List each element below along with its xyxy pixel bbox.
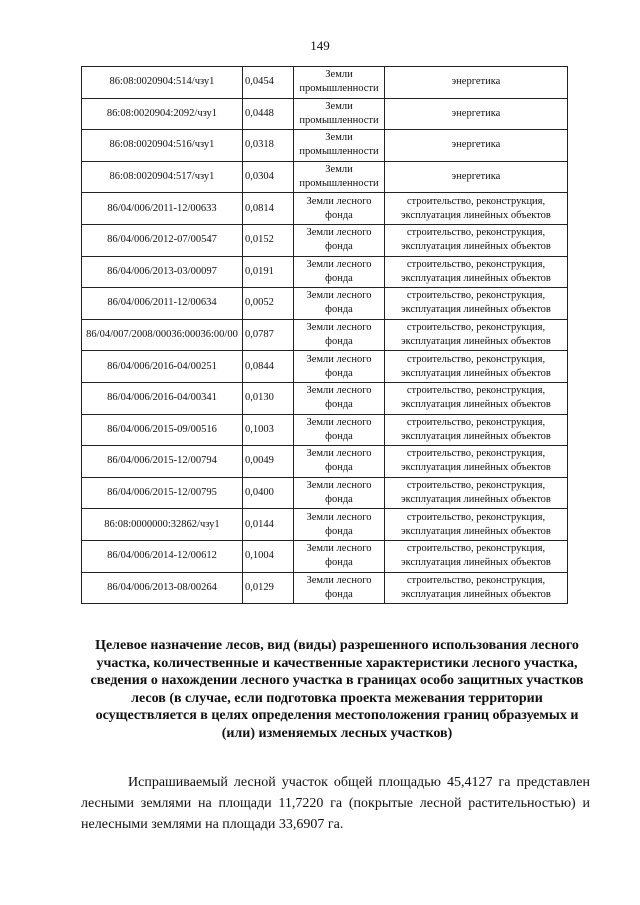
cell-cadastral-number: 86:08:0000000:32862/чзу1 [82, 509, 243, 541]
cell-cadastral-number: 86:08:0020904:514/чзу1 [82, 67, 243, 99]
cell-area: 0,0814 [243, 193, 294, 225]
cell-land-category: Земли лесного фонда [294, 414, 385, 446]
cell-land-category: Земли лесного фонда [294, 256, 385, 288]
cell-permitted-use: строительство, реконструкция, эксплуатация линейных объектов [385, 509, 568, 541]
cell-permitted-use: строительство, реконструкция, эксплуатация линейных объектов [385, 256, 568, 288]
cell-area: 0,0152 [243, 224, 294, 256]
table-row [82, 161, 568, 193]
land-plots-table [81, 66, 568, 604]
cell-land-category: Земли лесного фонда [294, 446, 385, 478]
table-row [82, 319, 568, 351]
cell-land-category: Земли лесного фонда [294, 572, 385, 604]
cell-permitted-use: строительство, реконструкция, эксплуатация линейных объектов [385, 446, 568, 478]
cell-area: 0,0448 [243, 98, 294, 130]
cell-area: 0,0318 [243, 130, 294, 162]
table-row [82, 98, 568, 130]
cell-area: 0,0454 [243, 67, 294, 99]
cell-permitted-use: строительство, реконструкция, эксплуатация линейных объектов [385, 540, 568, 572]
cell-permitted-use: строительство, реконструкция, эксплуатация линейных объектов [385, 382, 568, 414]
cell-land-category: Земли лесного фонда [294, 540, 385, 572]
cell-permitted-use: энергетика [385, 98, 568, 130]
cell-cadastral-number: 86/04/006/2016-04/00251 [82, 351, 243, 383]
cell-cadastral-number: 86/04/006/2014-12/00612 [82, 540, 243, 572]
table-body [82, 67, 568, 604]
cell-cadastral-number: 86/04/006/2012-07/00547 [82, 224, 243, 256]
cell-area: 0,0304 [243, 161, 294, 193]
cell-area: 0,1003 [243, 414, 294, 446]
cell-cadastral-number: 86/04/006/2013-03/00097 [82, 256, 243, 288]
table-row [82, 351, 568, 383]
cell-area: 0,0191 [243, 256, 294, 288]
cell-land-category: Земли лесного фонда [294, 351, 385, 383]
cell-permitted-use: строительство, реконструкция, эксплуатация линейных объектов [385, 351, 568, 383]
cell-cadastral-number: 86:08:0020904:2092/чзу1 [82, 98, 243, 130]
cell-area: 0,0400 [243, 477, 294, 509]
table-row [82, 193, 568, 225]
cell-area: 0,0130 [243, 382, 294, 414]
cell-area: 0,0049 [243, 446, 294, 478]
cell-land-category: Земли лесного фонда [294, 224, 385, 256]
table-row [82, 256, 568, 288]
cell-permitted-use: строительство, реконструкция, эксплуатация линейных объектов [385, 288, 568, 320]
cell-cadastral-number: 86/04/006/2011-12/00634 [82, 288, 243, 320]
cell-cadastral-number: 86/04/006/2013-08/00264 [82, 572, 243, 604]
cell-land-category: Земли промышленности [294, 67, 385, 99]
cell-land-category: Земли промышленности [294, 130, 385, 162]
cell-cadastral-number: 86/04/006/2016-04/00341 [82, 382, 243, 414]
cell-cadastral-number: 86/04/006/2011-12/00633 [82, 193, 243, 225]
table-row [82, 572, 568, 604]
cell-cadastral-number: 86/04/006/2015-12/00795 [82, 477, 243, 509]
cell-land-category: Земли лесного фонда [294, 509, 385, 541]
cell-permitted-use: строительство, реконструкция, эксплуатация линейных объектов [385, 477, 568, 509]
cell-permitted-use: строительство, реконструкция, эксплуатация линейных объектов [385, 414, 568, 446]
cell-land-category: Земли промышленности [294, 98, 385, 130]
body-paragraph: Испрашиваемый лесной участок общей площадью 45,4127 га представлен лесными землями на площади 11,7220 га (покрытые лесной растительностью) и нелесными землями на площади 33,6907 га. [81, 775, 590, 832]
table-row [82, 477, 568, 509]
cell-cadastral-number: 86:08:0020904:517/чзу1 [82, 161, 243, 193]
cell-area: 0,0144 [243, 509, 294, 541]
cell-permitted-use: строительство, реконструкция, эксплуатация линейных объектов [385, 572, 568, 604]
page-number: 149 [310, 38, 330, 53]
cell-cadastral-number: 86/04/006/2015-12/00794 [82, 446, 243, 478]
cell-land-category: Земли лесного фонда [294, 382, 385, 414]
cell-permitted-use: строительство, реконструкция, эксплуатация линейных объектов [385, 193, 568, 225]
table-row [82, 414, 568, 446]
table-row [82, 446, 568, 478]
cell-land-category: Земли лесного фонда [294, 319, 385, 351]
cell-land-category: Земли лесного фонда [294, 288, 385, 320]
cell-cadastral-number: 86:08:0020904:516/чзу1 [82, 130, 243, 162]
table-row [82, 540, 568, 572]
cell-cadastral-number: 86/04/006/2015-09/00516 [82, 414, 243, 446]
cell-area: 0,1004 [243, 540, 294, 572]
cell-area: 0,0787 [243, 319, 294, 351]
table-row [82, 382, 568, 414]
table-row [82, 224, 568, 256]
cell-area: 0,0052 [243, 288, 294, 320]
cell-area: 0,0129 [243, 572, 294, 604]
table-row [82, 130, 568, 162]
table-row [82, 288, 568, 320]
cell-permitted-use: строительство, реконструкция, эксплуатация линейных объектов [385, 224, 568, 256]
cell-area: 0,0844 [243, 351, 294, 383]
cell-permitted-use: энергетика [385, 161, 568, 193]
table-row [82, 509, 568, 541]
cell-land-category: Земли лесного фонда [294, 477, 385, 509]
cell-cadastral-number: 86/04/007/2008/00036:00036:00/00 [82, 319, 243, 351]
cell-land-category: Земли лесного фонда [294, 193, 385, 225]
section-heading: Целевое назначение лесов, вид (виды) разрешенного использования лесного участка, количественные и качественные характеристики лесного участка, сведения о нахождении лесного участка в границах особо защитных участков лесов (в случае, если подготовка проекта межевания территории осуществляется в целях определения местоположения границ образуемых и (или) изменяемых лесных участков) [90, 638, 584, 741]
cell-land-category: Земли промышленности [294, 161, 385, 193]
cell-permitted-use: энергетика [385, 130, 568, 162]
table-row [82, 67, 568, 99]
cell-permitted-use: строительство, реконструкция, эксплуатация линейных объектов [385, 319, 568, 351]
cell-permitted-use: энергетика [385, 67, 568, 99]
